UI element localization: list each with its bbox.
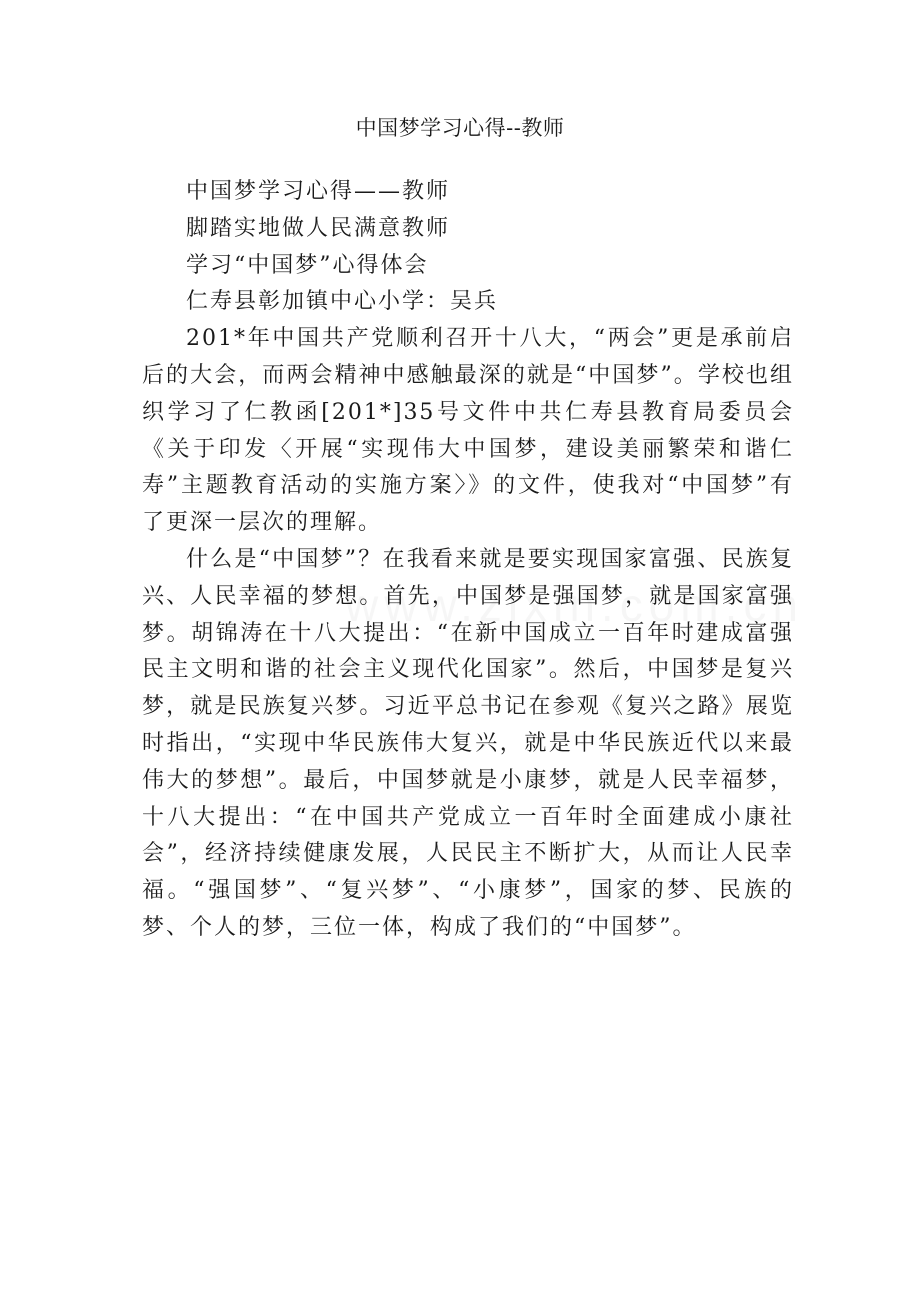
- subtitle-line: 中国梦学习心得——教师: [186, 179, 451, 204]
- paragraph: 201*年中国共产党顺利召开十八大，“两会”更是承前启后的大会，而两会精神中感触最深的就是“中国梦”。学校也组织学习了仁教函[201*]35号文件中共仁寿县教育局委员会《关于印发〈开展“实现伟大中国梦，建设美丽繁荣和谐仁寿”主题教育活动的实施方案〉》的文件，使我对“中国梦”有了更深一层次的理解。: [142, 326, 794, 536]
- heading-line: 脚踏实地做人民满意教师: [186, 215, 451, 241]
- heading-line: 学习“中国梦”心得体会: [186, 252, 429, 278]
- document-title: 中国梦学习心得--教师: [355, 116, 565, 140]
- author-line: 仁寿县彰加镇中心小学：吴兵: [186, 289, 499, 315]
- document-body: [142, 174, 794, 947]
- paragraph: 什么是“中国梦”？在我看来就是要实现国家富强、民族复兴、人民幸福的梦想。首先，中国梦是强国梦，就是国家富强梦。胡锦涛在十八大提出：“在新中国成立一百年时建成富强民主文明和谐的社会主义现代化国家”。然后，中国梦是复兴梦，就是民族复兴梦。习近平总书记在参观《复兴之路》展览时指出，“实现中华民族伟大复兴，就是中华民族近代以来最伟大的梦想”。最后，中国梦就是小康梦，就是人民幸福梦，十八大提出：“在中国共产党成立一百年时全面建成小康社会”，经济持续健康发展，人民民主不断扩大，从而让人民幸福。“强国梦”、“复兴梦”、“小康梦”，国家的梦、民族的梦、个人的梦，三位一体，构成了我们的“中国梦”。: [142, 546, 794, 940]
